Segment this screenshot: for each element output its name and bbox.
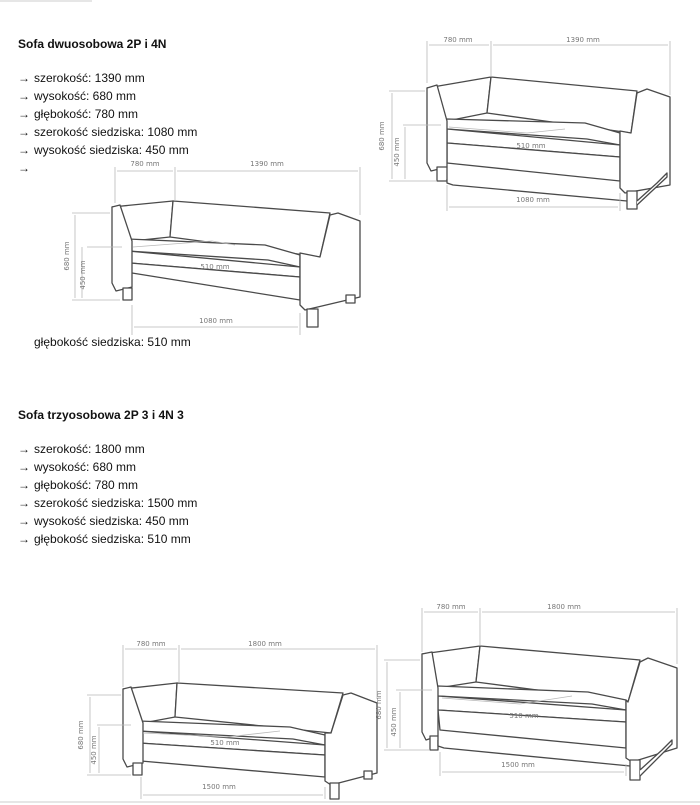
spec-text: szerokość siedziska: 1080 mm bbox=[34, 125, 198, 139]
spec-text: głębokość: 780 mm bbox=[34, 478, 139, 492]
height-label: 680 mm bbox=[77, 720, 85, 750]
height-label: 680 mm bbox=[63, 241, 71, 271]
spec-text: głębokość: 780 mm bbox=[34, 107, 139, 121]
spec-item bbox=[18, 458, 197, 476]
arrow-icon: → bbox=[18, 71, 30, 85]
spec-text: wysokość siedziska: 450 mm bbox=[34, 143, 189, 157]
two-seater-diagram-left bbox=[60, 155, 365, 335]
arrow-icon: → bbox=[18, 514, 30, 528]
bottom-divider bbox=[0, 801, 700, 803]
spec-text: szerokość siedziska: 1500 mm bbox=[34, 496, 198, 510]
section-title-two-seater: Sofa dwuosobowa 2P i 4N bbox=[18, 37, 167, 51]
seat-width-label: 1500 mm bbox=[202, 783, 236, 791]
arrow-icon: → bbox=[18, 161, 30, 175]
spec-item bbox=[18, 476, 197, 494]
three-seater-diagram-right bbox=[372, 600, 690, 788]
arrow-icon: → bbox=[18, 89, 30, 103]
spec-list-three-seater bbox=[18, 440, 197, 548]
top-divider bbox=[0, 0, 92, 2]
seat-depth-label: 510 mm bbox=[509, 712, 539, 720]
seat-width-label: 1500 mm bbox=[501, 761, 535, 769]
arrow-icon: → bbox=[18, 460, 30, 474]
spec-item bbox=[18, 105, 197, 123]
seat-height-label: 450 mm bbox=[90, 735, 98, 765]
spec-item bbox=[18, 87, 197, 105]
sofa-drawing bbox=[112, 201, 360, 327]
arrow-icon: → bbox=[18, 442, 30, 456]
spec-item bbox=[18, 69, 197, 87]
spec-text: wysokość siedziska: 450 mm bbox=[34, 514, 189, 528]
seat-width-label: 1080 mm bbox=[516, 196, 550, 204]
spec-text: wysokość: 680 mm bbox=[34, 89, 137, 103]
spec-text: szerokość: 1390 mm bbox=[34, 71, 145, 85]
seat-height-label: 450 mm bbox=[393, 137, 401, 167]
height-label: 680 mm bbox=[375, 690, 383, 720]
seat-depth-label: 510 mm bbox=[516, 142, 546, 150]
arrow-icon: → bbox=[18, 496, 30, 510]
seat-width-label: 1080 mm bbox=[199, 317, 233, 325]
depth-label: 780 mm bbox=[130, 160, 160, 168]
depth-label: 780 mm bbox=[443, 36, 473, 44]
spec-text-seat-depth: głębokość siedziska: 510 mm bbox=[34, 335, 191, 349]
width-label: 1390 mm bbox=[566, 36, 600, 44]
height-label: 680 mm bbox=[378, 121, 386, 151]
spec-item bbox=[18, 530, 197, 548]
arrow-icon: → bbox=[18, 143, 30, 157]
seat-height-label: 450 mm bbox=[79, 260, 87, 290]
depth-label: 780 mm bbox=[136, 640, 166, 648]
spec-item bbox=[18, 512, 197, 530]
arrow-icon: → bbox=[18, 107, 30, 121]
seat-depth-label: 510 mm bbox=[200, 263, 230, 271]
seat-height-label: 450 mm bbox=[390, 707, 398, 737]
spec-item bbox=[18, 123, 197, 141]
two-seater-diagram-right bbox=[375, 33, 690, 213]
depth-label: 780 mm bbox=[436, 603, 466, 611]
seat-depth-label: 510 mm bbox=[210, 739, 240, 747]
three-seater-diagram-left bbox=[75, 637, 385, 802]
arrow-icon: → bbox=[18, 478, 30, 492]
sofa-drawing bbox=[422, 646, 677, 780]
arrow-icon: → bbox=[18, 532, 30, 546]
spec-item bbox=[18, 494, 197, 512]
sofa-drawing bbox=[427, 77, 670, 209]
width-label: 1800 mm bbox=[547, 603, 581, 611]
section-title-three-seater: Sofa trzyosobowa 2P 3 i 4N 3 bbox=[18, 408, 184, 422]
sofa-drawing bbox=[123, 683, 377, 799]
spec-text: wysokość: 680 mm bbox=[34, 460, 137, 474]
spec-text: szerokość: 1800 mm bbox=[34, 442, 145, 456]
spec-text: głębokość siedziska: 510 mm bbox=[34, 532, 191, 546]
width-label: 1390 mm bbox=[250, 160, 284, 168]
width-label: 1800 mm bbox=[248, 640, 282, 648]
spec-item bbox=[18, 440, 197, 458]
arrow-icon: → bbox=[18, 125, 30, 139]
